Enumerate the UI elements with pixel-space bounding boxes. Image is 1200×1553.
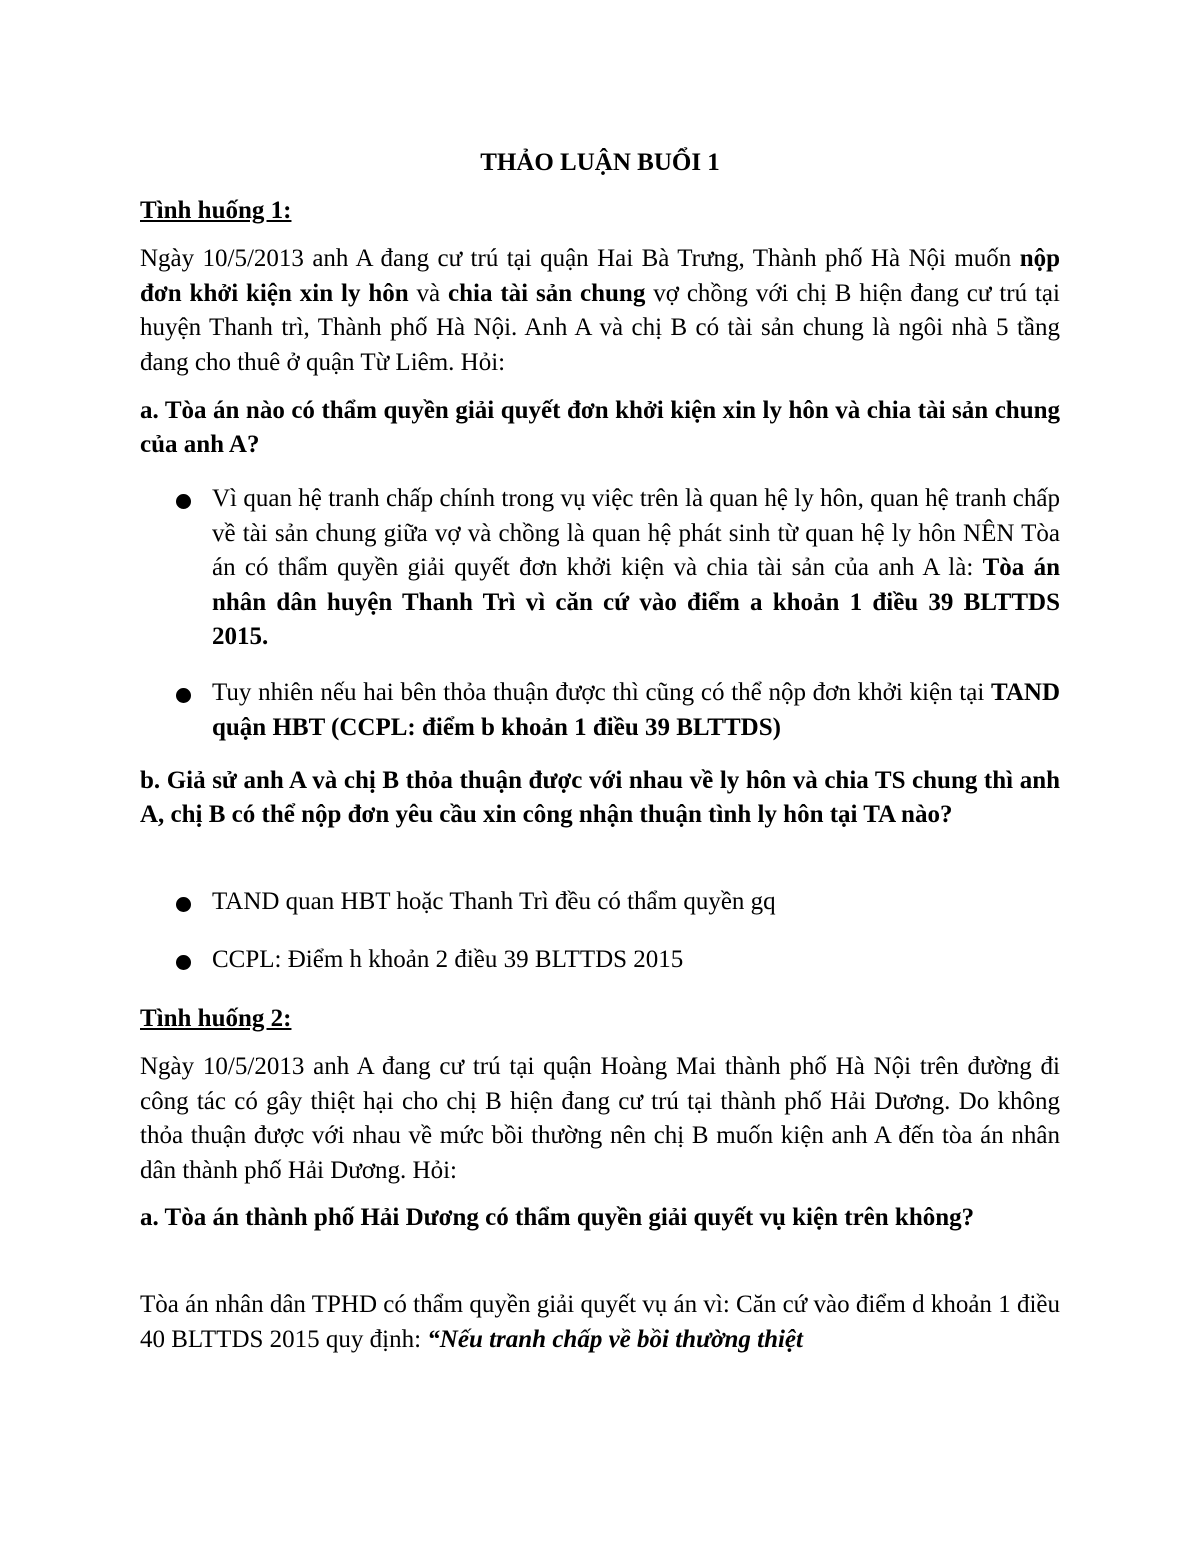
case1-bullet-2 xyxy=(212,676,1060,745)
case1-bullet-4 xyxy=(212,943,1060,978)
case1-intro-text-1: Ngày 10/5/2013 anh A đang cư trú tại quận Hai Bà Trưng, Thành phố Hà Nội muốn xyxy=(140,245,1020,272)
case1-intro-text-3: vợ chồng với chị B hiện đang cư trú tại huyện Thanh trì, Thành phố Hà Nội. Anh A và chị B có tài sản chung là ngôi nhà 5 tầng đang cho thuê ở quận Từ Liêm. Hỏi: xyxy=(140,279,1060,376)
case2-answer-quote: “Nếu tranh chấp về bồi thường thiệt xyxy=(427,1325,803,1353)
case1-bullet-3-text: TAND quan HBT hoặc Thanh Trì đều có thẩm quyền gq xyxy=(212,888,776,915)
case1-intro-bold-2: chia tài sản chung xyxy=(448,279,646,307)
case1-bullet-3 xyxy=(212,885,1060,920)
case2-question-a: a. Tòa án thành phố Hải Dương có thẩm quyền giải quyết vụ kiện trên không? xyxy=(140,1204,975,1231)
case1-intro-text-2: và xyxy=(408,279,449,307)
case1-intro-bold-1: nộp đơn khởi kiện xin ly hôn xyxy=(140,245,1060,307)
case1-bullet-4-text: CCPL: Điểm h khoản 2 điều 39 BLTTDS 2015 xyxy=(212,946,684,973)
case1-bullet-2-bold: TAND quận HBT (CCPL: điểm b khoản 1 điều 39 BLTTDS) xyxy=(212,679,1060,741)
case2-answer xyxy=(140,1288,1060,1357)
case1-bullet-1-text: Vì quan hệ tranh chấp chính trong vụ việc trên là quan hệ ly hôn, quan hệ tranh chấp về tài sản chung giữa vợ và chồng là quan hệ phát sinh từ quan hệ ly hôn NÊN Tòa án có thẩm quyền giải quyết đơn khởi kiện và chia tài sản của anh A là: xyxy=(212,485,1060,581)
case2-intro: Ngày 10/5/2013 anh A đang cư trú tại quận Hoàng Mai thành phố Hà Nội trên đường đi công tác có gây thiệt hại cho chị B hiện đang cư trú tại thành phố Hải Dương. Do không thỏa thuận được với nhau về mức bồi thường nên chị B muốn kiện anh A đến tòa án nhân dân thành phố Hải Dương. Hỏi: xyxy=(140,1053,1060,1184)
case1-question-b: b. Giả sử anh A và chị B thỏa thuận được với nhau về ly hôn và chia TS chung thì anh A, chị B có thể nộp đơn yêu cầu xin công nhận thuận tình ly hôn tại TA nào? xyxy=(140,767,1060,828)
bullet-icon xyxy=(176,955,191,970)
case1-bullet-1 xyxy=(212,482,1060,655)
case1-bullet-1-bold: Tòa án nhân dân huyện Thanh Trì vì căn cứ vào điểm a khoản 1 điều 39 BLTTDS 2015. xyxy=(212,554,1060,650)
page-title: THẢO LUẬN BUỔI 1 xyxy=(480,149,720,176)
bullet-icon xyxy=(176,688,191,703)
case1-bullet-2-text: Tuy nhiên nếu hai bên thỏa thuận được thì cũng có thể nộp đơn khởi kiện tại xyxy=(212,679,992,706)
case1-question-a: a. Tòa án nào có thẩm quyền giải quyết đơn khởi kiện xin ly hôn và chia tài sản chung của anh A? xyxy=(140,397,1060,458)
case2-answer-text: Tòa án nhân dân TPHD có thẩm quyền giải quyết vụ án vì: Căn cứ vào điểm d khoản 1 điều 40 BLTTDS 2015 quy định: xyxy=(140,1291,1060,1353)
case1-heading: Tình huống 1: xyxy=(140,197,292,224)
case2-heading: Tình huống 2: xyxy=(140,1005,292,1032)
case1-intro xyxy=(140,242,1060,380)
bullet-icon xyxy=(176,897,191,912)
bullet-icon xyxy=(176,494,191,509)
